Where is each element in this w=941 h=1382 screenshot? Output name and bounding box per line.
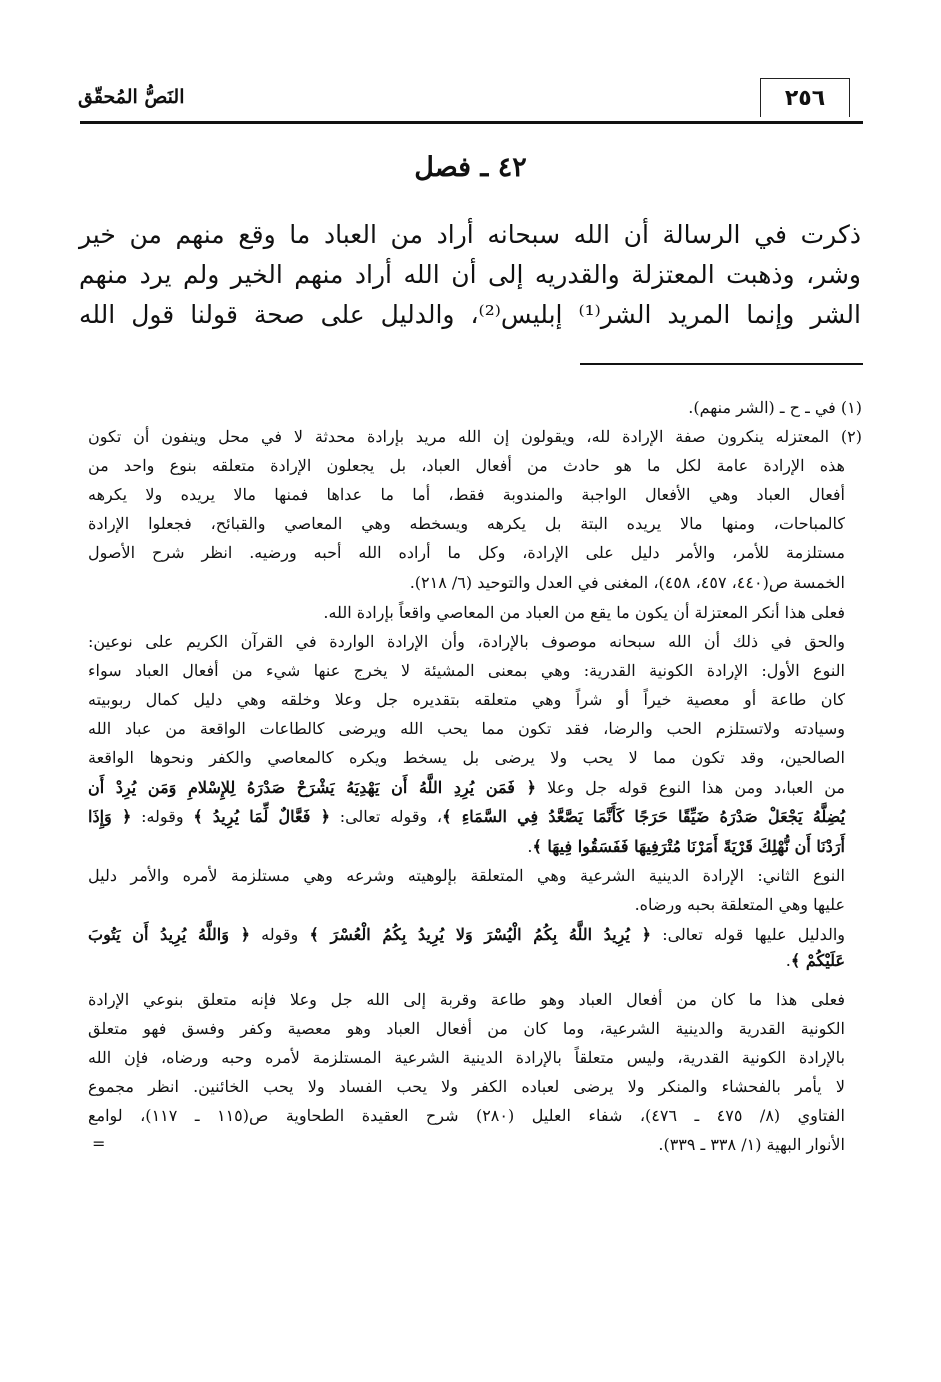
- footnote-line: [88, 863, 845, 889]
- footnote-line: [88, 948, 845, 974]
- footnote-line: [88, 482, 845, 508]
- footnote-line: [88, 570, 845, 596]
- page-number: ٢٥٦: [760, 78, 850, 117]
- quran-verse: يُضِلَّهُ يَجْعَلْ صَدْرَهُ ضَيِّقًا حَرَجًا كَأَنَّمَا يَصَّعَّدُ فِي السَّمَاءِ ﴾: [442, 807, 846, 826]
- quran-verse: أَرَدْنَا أَن نُّهْلِكَ قَرْيَةً أَمَرْنَا مُتْرَفِيهَا فَفَسَقُوا فِيهَا ﴾: [532, 837, 845, 856]
- footnote-text: ، وقوله تعالى:: [329, 807, 443, 826]
- footnote-text: الأنوار البهية (١/ ٣٣٨ ـ ٣٣٩).: [658, 1135, 845, 1154]
- quran-verse: ﴿ وَإِذَا: [88, 807, 132, 826]
- footnote-line: [88, 687, 845, 713]
- footnote-line: [88, 600, 845, 626]
- footnote-text: فعلى هذا ما كان من أفعال العباد وهو طاعة وقربة إلى الله جل وعلا فإنه متعلق بنوعي الإرادة: [88, 990, 845, 1009]
- footnote-text: النوع الثاني: الإرادة الدينية الشرعية وهي المتعلقة بإلوهيته وشرعه وهي مستلزمة لأمره والأمر دليل: [88, 866, 845, 885]
- footnote-text: الفتاوي (٨/ ٤٧٥ ـ ٤٧٦)، شفاء العليل (٢٨٠) شرح العقيدة الطحاوية ص(١١٥ ـ ١١٧)، لوامع: [88, 1106, 846, 1125]
- footnote-text: .: [785, 951, 791, 970]
- footnote-line: [88, 892, 845, 918]
- footnote-text: من العبا،د ومن هذا النوع قوله جل وعلا: [535, 778, 845, 797]
- footnote-line: [88, 511, 845, 537]
- footnote-text: كان طاعة أو معصية خيراً أو شراً وهي متعلقه بتقديره جل وعلا وخلقه وهي دليل كمال ربوبيته: [88, 690, 845, 709]
- footnote-separator: [580, 363, 863, 365]
- footnote-text: وقوله:: [131, 807, 194, 826]
- footnote-line: [88, 424, 862, 450]
- quran-verse: عَلَيْكُمْ ﴾: [790, 951, 845, 970]
- footnote-text: (٢) المعتزله ينكرون صفة الإرادة لله، ويقولون إن الله مريد بإرادة محدثة لا في محل وينفون أن تكون: [88, 427, 862, 446]
- quran-verse: ﴿ وَاللَّهُ يُرِيدُ أَن يَتُوبَ: [88, 925, 250, 944]
- footnote-line: [88, 775, 845, 801]
- quran-verse: ﴿ يُرِيدُ اللَّهُ بِكُمُ الْيُسْرَ وَلا يُرِيدُ بِكُمُ الْعُسْرَ ﴾: [309, 925, 651, 944]
- footnote-text: الكونية القدرية والدينية الشرعية، وما كان من أفعال العباد وهو معصية وكفر وفسق فهو متعلق: [88, 1019, 845, 1038]
- footnote-line: [88, 1132, 845, 1158]
- footnote-line: [88, 395, 862, 421]
- footnote-text: كالمباحات، ومنها مالا يريده البتة بل يكرهه ويسخطه وهي المعاصي والقبائح، فجعلوا الإرادة: [88, 514, 845, 533]
- main-text-line: ذكرت في الرسالة أن الله سبحانه أراد من العباد ما وقع منهم من خير: [79, 220, 861, 249]
- footnote-line: [88, 834, 845, 860]
- quran-verse: ﴿ فَعَّالٌ لِّمَا يُرِيدُ ﴾: [193, 807, 330, 826]
- main-text-line: الشر وإنما المريد الشر⁽¹⁾ إبليس⁽²⁾، والدليل على صحة قولنا قول الله: [79, 300, 861, 329]
- footnote-line: [88, 540, 845, 566]
- running-header-title: النَصُّ المُحقّق: [78, 86, 185, 108]
- continuation-mark: =: [92, 1134, 106, 1153]
- chapter-title: ٤٢ ـ فصل: [414, 152, 527, 183]
- footnote-line: [88, 922, 845, 948]
- footnote-text: وقوله: [249, 925, 310, 944]
- footnote-line: [88, 1074, 845, 1100]
- footnote-line: [88, 658, 845, 684]
- footnote-text: أفعال العباد وهي الأفعال الواجبة والمندوبة فقط، أما ما عداها فمنها مالا يريده ولا يكرهه: [88, 485, 846, 504]
- footnote-text: (١) في ـ ح ـ (الشر منهم).: [688, 398, 862, 417]
- footnote-text: والحق في ذلك أن الله سبحانه موصوف بالإرادة، وأن الإرادة الواردة في القرآن الكريم على نوعين:: [88, 632, 845, 651]
- footnote-text: الصالحين، وقد تكون مما لا يحب ولا يرضى بل يسخط ويكره كالمعاصي والكفر ونحوها الواقعة: [88, 748, 845, 767]
- footnote-text: والدليل عليها قوله تعالى:: [651, 925, 846, 944]
- footnote-line: [88, 1045, 845, 1071]
- main-text-line: وشر، وذهبت المعتزلة والقدريه إلى أن الله أراد منهم الخير ولم يرد منهم: [79, 260, 861, 289]
- footnote-text: بالإرادة الكونية القدرية، وليس متعلقاً بالإرادة الدينية الشرعية المستلزمة لأمره وحبه ورضاه، فإن الله: [88, 1048, 845, 1067]
- footnote-line: [88, 453, 845, 479]
- footnote-text: الخمسة ص(٤٤٠، ٤٥٧، ٤٥٨)، المغنى في العدل والتوحيد (٦/ ٢١٨).: [409, 573, 845, 592]
- footnote-line: [88, 1103, 845, 1129]
- footnote-line: [88, 716, 845, 742]
- footnote-line: [88, 629, 845, 655]
- footnote-text: لا يأمر بالفحشاء والمنكر ولا يرضى لعباده الكفر ولا يحب الفساد ولا يحب الخائنين. انظر مجموع: [88, 1077, 845, 1096]
- footnote-line: [88, 987, 845, 1013]
- footnote-line: [88, 1016, 845, 1042]
- footnote-text: عليها وهي المتعلقة بحبه ورضاه.: [634, 895, 845, 914]
- footnote-text: مستلزمة للأمر، والأمر دليل على الإرادة، وكل ما أراده الله أحبه ورضيه. انظر شرح الأصول: [88, 543, 845, 562]
- footnote-text: وسيادته ولاتستلزم الحب والرضا، فقد تكون مما يحب الله ويرضى كالطاعات الواقعة من عباد الله: [88, 719, 845, 738]
- footnote-text: .: [527, 837, 533, 856]
- header-rule: [80, 121, 863, 124]
- footnote-text: فعلى هذا أنكر المعتزلة أن يكون ما يقع من العباد من المعاصي واقعاً بإرادة الله.: [323, 603, 845, 622]
- footnote-line: [88, 804, 845, 830]
- footnote-line: [88, 745, 845, 771]
- footnote-text: هذه الإرادة عامة لكل ما هو حادث من أفعال العباد، بل يجعلون الإرادة متعلقه بنوع واحد من: [88, 456, 845, 475]
- quran-verse: ﴿ فَمَن يُرِدِ اللَّهُ أَن يَهْدِيَهُ يَشْرَحْ صَدْرَهُ لِلإِسْلامِ وَمَن يُرِدْ أَن: [88, 778, 536, 797]
- footnote-text: النوع الأول: الإرادة الكونية القدرية: وهي بمعنى المشيئة لا يخرج عنها شيء من أفعال العباد سواء: [88, 661, 845, 680]
